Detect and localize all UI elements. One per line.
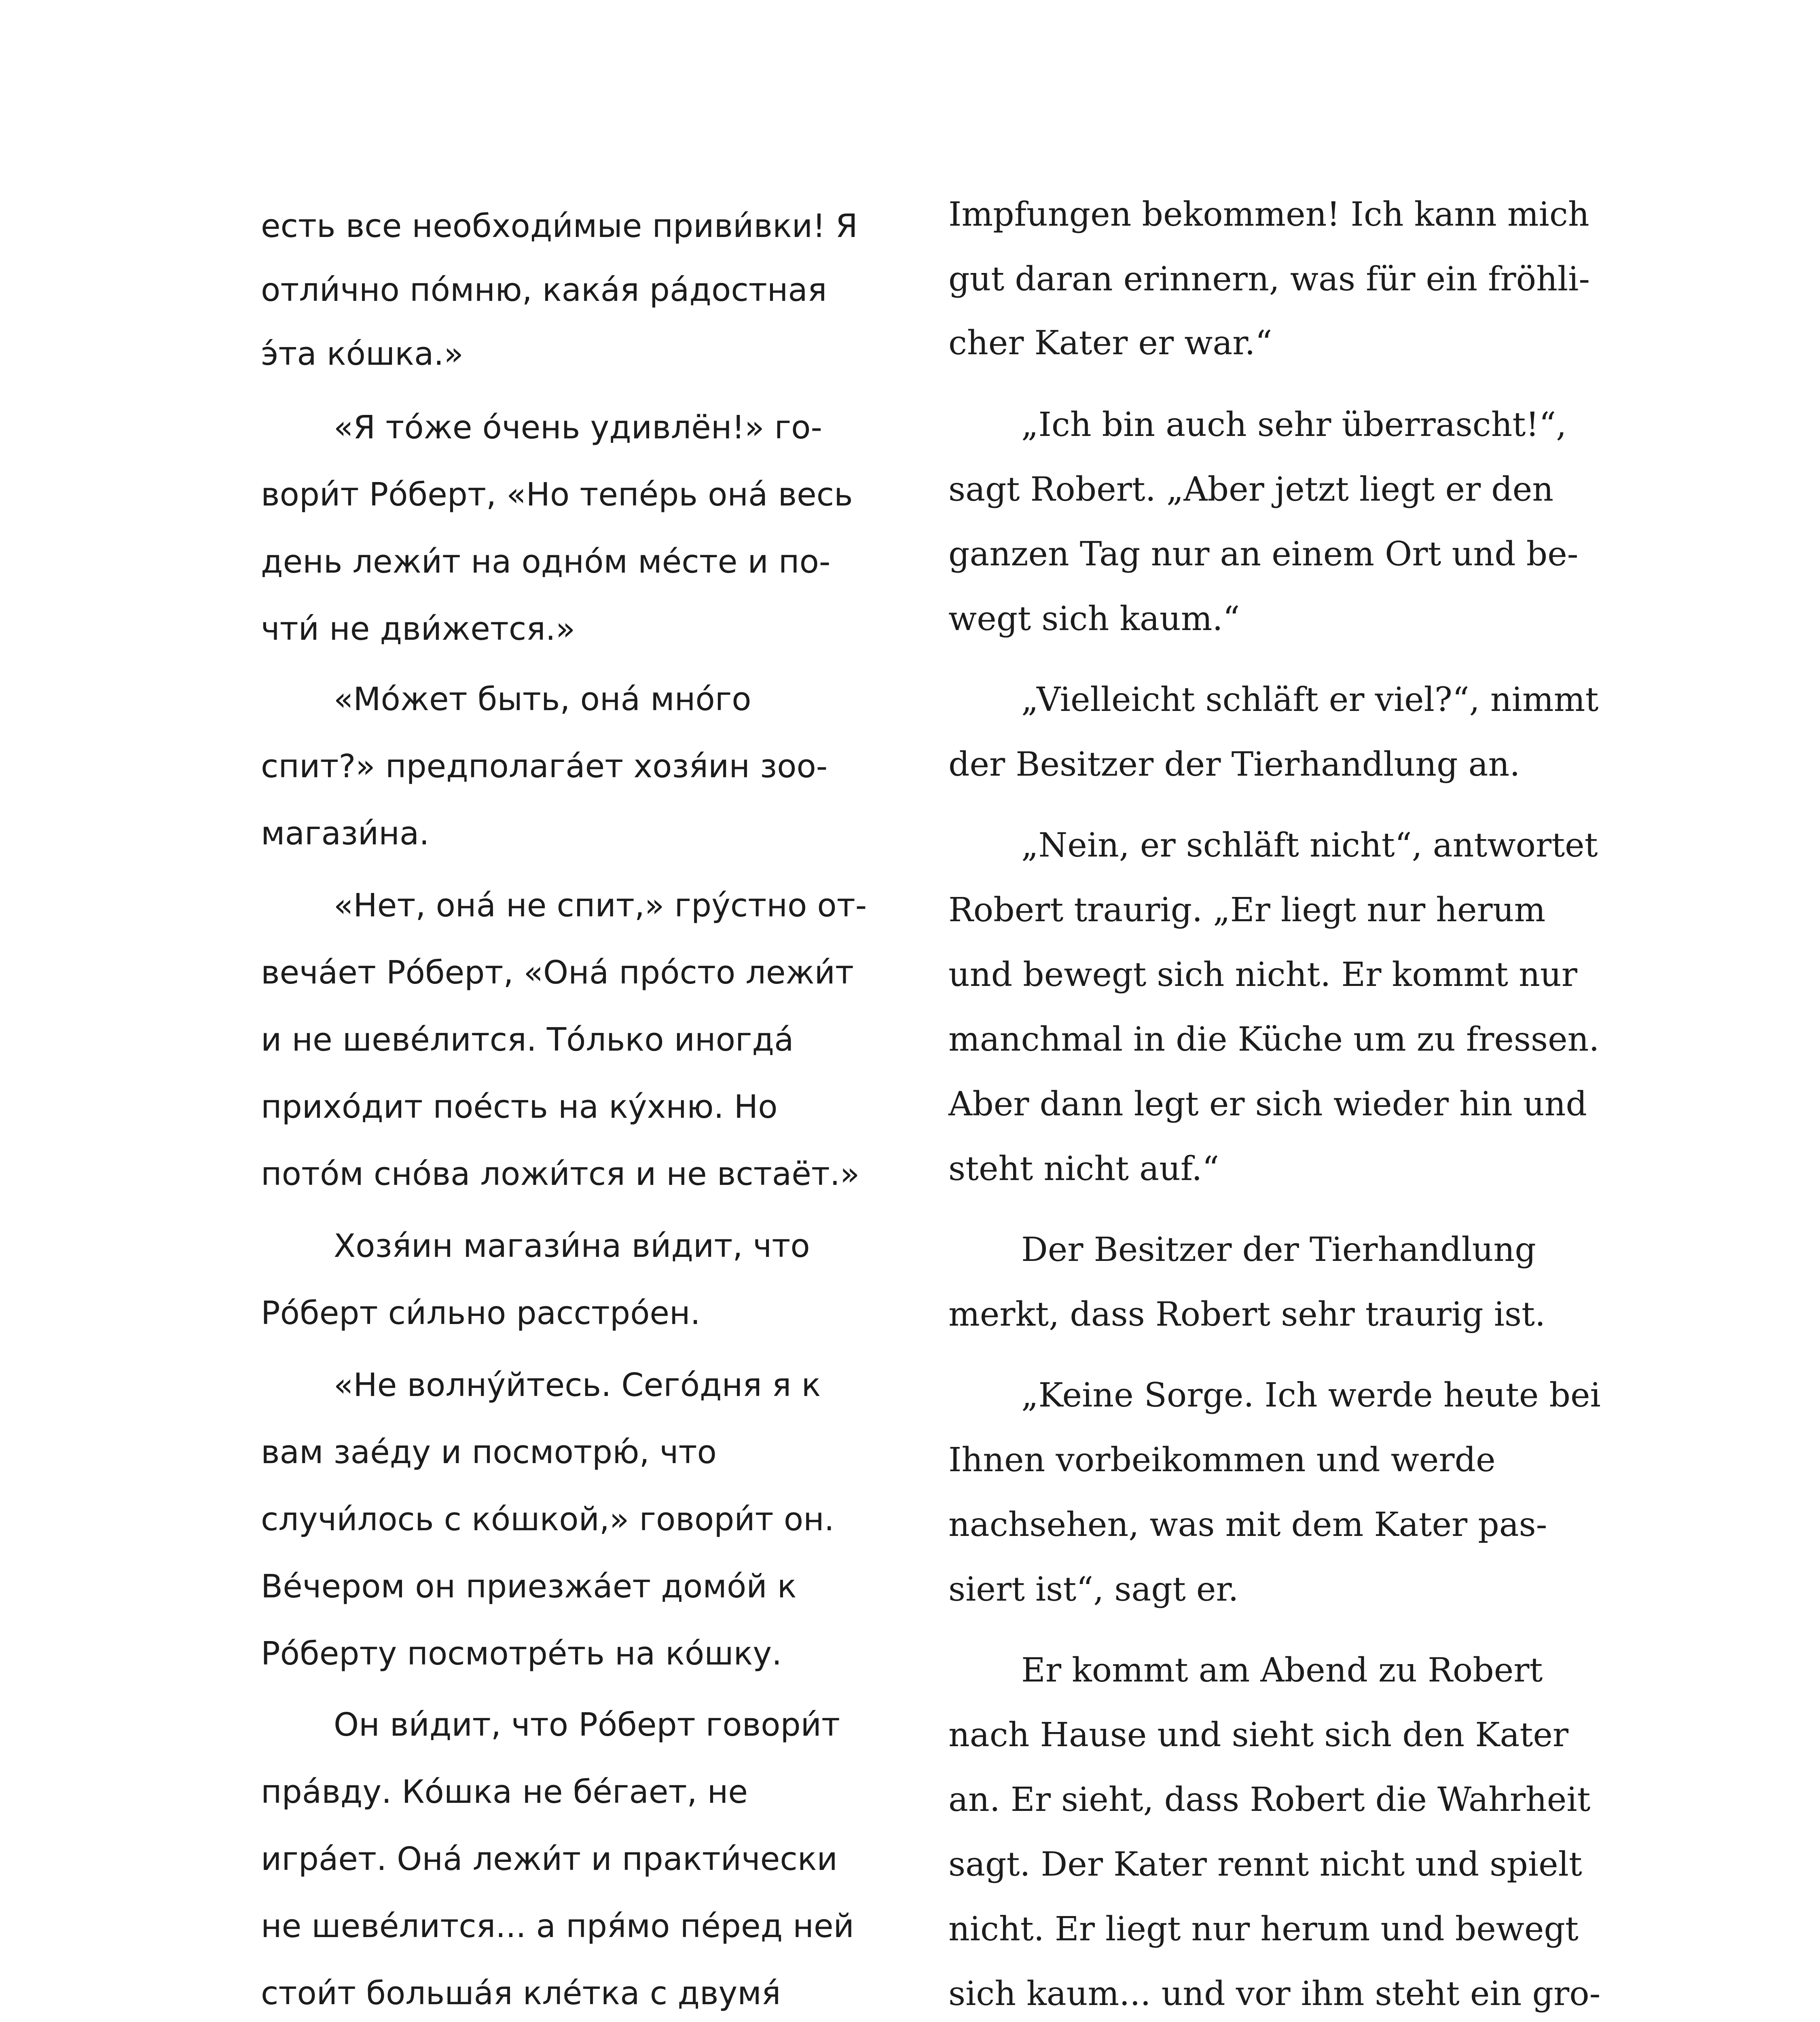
german-text-line: Er kommt am Abend zu Robert: [1021, 1651, 1543, 1690]
russian-text-line: «Нет, она́ не спит,» гру́стно от-: [334, 887, 867, 924]
german-text-line: „Nein, er schläft nicht“, antwortet: [1021, 826, 1598, 865]
russian-text-line: отли́чно по́мню, кака́я ра́достная: [261, 271, 827, 309]
russian-text-line: день лежи́т на одно́м ме́сте и по-: [261, 543, 831, 580]
german-text-line: ganzen Tag nur an einem Ort und be-: [948, 535, 1579, 573]
russian-text-line: «Я то́же о́чень удивлён!» го-: [334, 409, 822, 446]
german-text-line: sagt. Der Kater rennt nicht und spielt: [948, 1845, 1582, 1884]
german-text-line: Ihnen vorbeikommen und werde: [948, 1441, 1496, 1479]
german-text-line: cher Kater er war.“: [948, 324, 1272, 362]
russian-text-line: «Мо́жет быть, она́ мно́го: [334, 681, 751, 718]
german-text-line: nicht. Er liegt nur herum und bewegt: [948, 1910, 1579, 1948]
russian-text-line: Ро́берту посмотре́ть на ко́шку.: [261, 1635, 782, 1672]
german-text-line: „Vielleicht schläft er viel?“, nimmt: [1021, 681, 1599, 719]
german-text-line: Aber dann legt er sich wieder hin und: [948, 1085, 1587, 1123]
russian-text-line: Ве́чером он приезжа́ет домо́й к: [261, 1568, 797, 1605]
russian-text-line: вори́т Ро́берт, «Но тепе́рь она́ весь: [261, 476, 853, 513]
german-text-line: nachsehen, was mit dem Kater pas-: [948, 1506, 1547, 1544]
german-text-line: steht nicht auf.“: [948, 1150, 1219, 1188]
german-text-line: „Keine Sorge. Ich werde heute bei: [1021, 1376, 1601, 1415]
russian-text-line: прихо́дит пое́сть на ку́хню. Но: [261, 1088, 778, 1125]
russian-text-line: есть все необходи́мые приви́вки! Я: [261, 207, 858, 245]
russian-text-line: чти́ не дви́жется.»: [261, 610, 576, 647]
german-text-line: wegt sich kaum.“: [948, 600, 1240, 638]
german-text-line: Impfungen bekommen! Ich kann mich: [948, 195, 1589, 234]
russian-text-line: игра́ет. Она́ лежи́т и практи́чески: [261, 1840, 838, 1878]
russian-text-line: Ро́берт си́льно расстро́ен.: [261, 1294, 700, 1332]
russian-text-line: «Не волну́йтесь. Сего́дня я к: [334, 1366, 821, 1404]
german-text-line: Robert traurig. „Er liegt nur herum: [948, 891, 1546, 929]
russian-text-line: Хозя́ин магази́на ви́дит, что: [334, 1227, 810, 1265]
german-text-line: „Ich bin auch sehr überrascht!“,: [1021, 406, 1567, 444]
russian-text-line: веча́ет Ро́берт, «Она́ про́сто лежи́т: [261, 954, 854, 991]
german-text-line: sagt Robert. „Aber jetzt liegt er den: [948, 470, 1554, 509]
german-text-line: Der Besitzer der Tierhandlung: [1021, 1231, 1536, 1269]
russian-text-line: э́та ко́шка.»: [261, 335, 463, 372]
russian-text-line: пра́вду. Ко́шка не бе́гает, не: [261, 1773, 748, 1810]
german-text-line: und bewegt sich nicht. Er kommt nur: [948, 956, 1577, 994]
russian-text-line: стои́т больша́я кле́тка с двумя́: [261, 1975, 781, 2012]
russian-text-line: пото́м сно́ва ложи́тся и не встаёт.»: [261, 1155, 860, 1193]
german-text-line: nach Hause und sieht sich den Kater: [948, 1716, 1569, 1754]
german-text-line: siert ist“, sagt er.: [948, 1570, 1239, 1609]
german-text-line: sich kaum... und vor ihm steht ein gro-: [948, 1975, 1601, 2013]
russian-text-line: не шеве́лится... а пря́мо пе́ред ней: [261, 1908, 854, 1945]
german-text-line: gut daran erinnern, was für ein fröhli-: [948, 260, 1590, 298]
german-text-line: manchmal in die Küche um zu fressen.: [948, 1020, 1600, 1059]
german-text-line: der Besitzer der Tierhandlung an.: [948, 745, 1520, 784]
russian-text-line: Он ви́дит, что Ро́берт говори́т: [334, 1706, 840, 1743]
russian-text-line: и не шеве́лится. То́лько иногда́: [261, 1021, 794, 1058]
russian-text-line: спит?» предполага́ет хозя́ин зоо-: [261, 748, 828, 785]
russian-text-line: случи́лось с ко́шкой,» говори́т он.: [261, 1501, 834, 1538]
german-text-line: merkt, dass Robert sehr traurig ist.: [948, 1295, 1546, 1334]
russian-text-line: магази́на.: [261, 815, 430, 852]
german-text-line: an. Er sieht, dass Robert die Wahrheit: [948, 1781, 1591, 1819]
russian-text-line: вам зае́ду и посмотрю́, что: [261, 1434, 717, 1471]
